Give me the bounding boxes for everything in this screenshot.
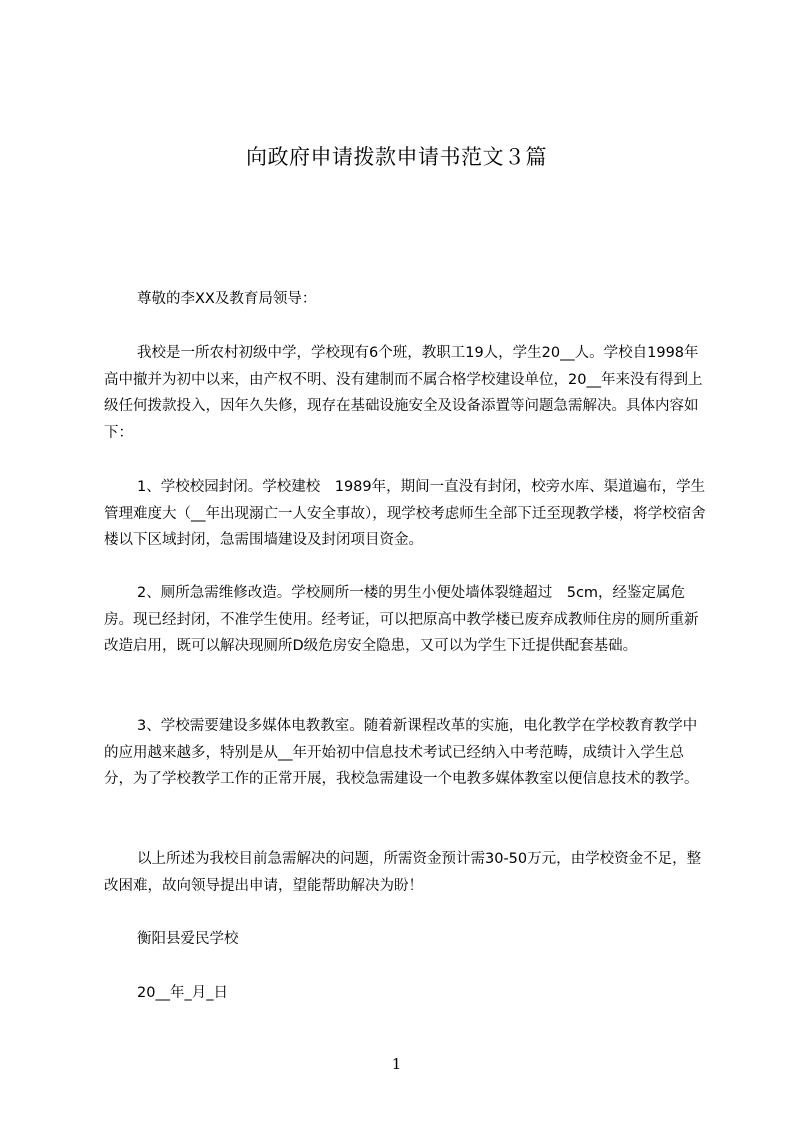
intro-paragraph: 我校是一所农村初级中学，学校现有6个班，教职工19人，学生20__人。学校自1998年高中撤并为初中以来，由产权不明、没有建制而不属合格学校建设单位，20__年来没有得到上级任何拨款投入，因年久失修，现存在基础设施安全及设备添置等问题急需解决。具体内容如下： bbox=[104, 345, 703, 441]
closing-paragraph: 以上所述为我校目前急需解决的问题，所需资金预计需30-50万元，由学校资金不足，整改困难，故向领导提出申请，望能帮助解决为盼！ bbox=[104, 851, 702, 894]
signature-date: 20__年_月_日 bbox=[137, 985, 228, 1001]
item-2-paragraph: 2、厕所急需维修改造。学校厕所一楼的男生小便处墙体裂缝超过 5cm，经鉴定属危房。现已经封闭，不准学生使用。经考证，可以把原高中教学楼已废弃成教师住房的厕所重新改造启用，既可以解决现厕所D级危房安全隐患，又可以为学生下迁提供配套基础。 bbox=[104, 585, 699, 654]
salutation: 尊敬的李XX及教育局领导： bbox=[137, 291, 317, 307]
item-3-paragraph: 3、学校需要建设多媒体电教教室。随着新课程改革的实施，电化教学在学校教育教学中的应用越来越多，特别是从__年开始初中信息技术考试已经纳入中考范畴，成绩计入学生总分，为了学校教学工作的正常开展，我校急需建设一个电教多媒体教室以便信息技术的教学。 bbox=[104, 718, 699, 787]
signature-school: 衡阳县爱民学校 bbox=[137, 931, 239, 947]
page-number: 1 bbox=[391, 1055, 402, 1073]
item-1-paragraph: 1、学校校园封闭。学校建校 1989年，期间一直没有封闭，校旁水库、渠道遍布，学生管理难度大（__年出现溺亡一人安全事故），现学校考虑师生全部下迁至现教学楼，将学校宿舍楼以下区域封闭，急需围墙建设及封闭项目资金。 bbox=[104, 479, 706, 548]
document-title: 向政府申请拨款申请书范文３篇 bbox=[246, 145, 547, 169]
